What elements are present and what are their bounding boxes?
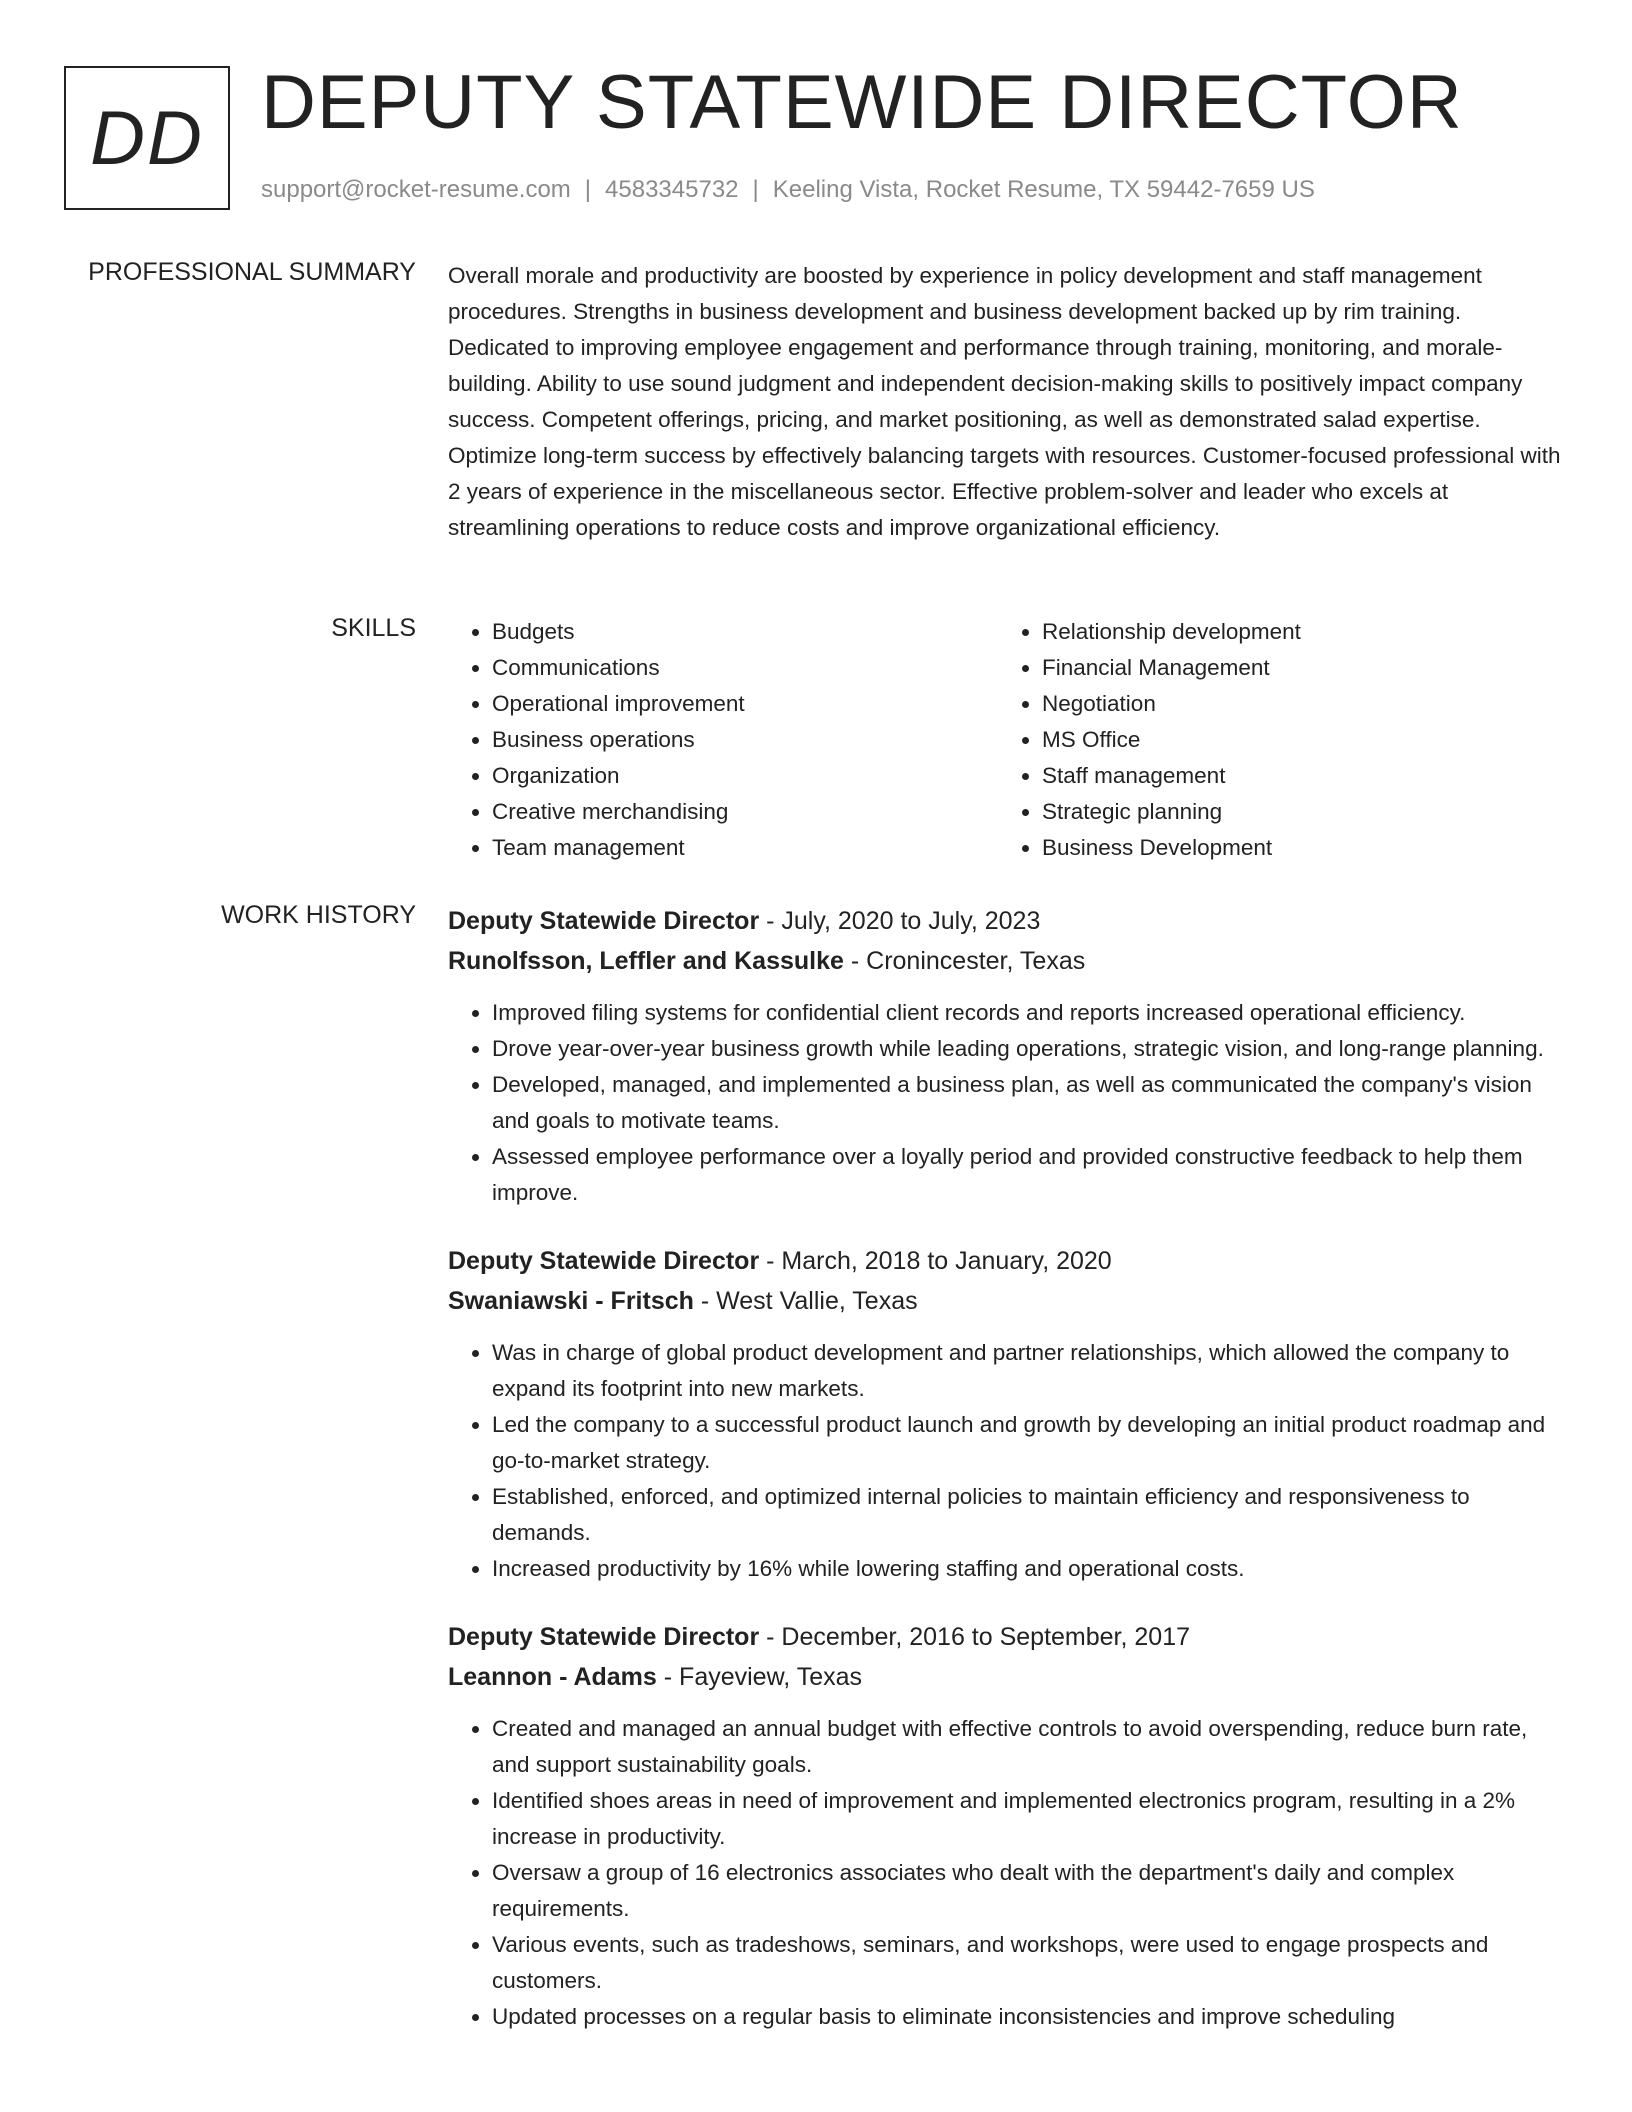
contact-email[interactable]: support@rocket-resume.com bbox=[261, 176, 571, 203]
job-bullet: • Oversaw a group of 16 electronics associates who dealt with the department's daily and complex requirements. bbox=[492, 1855, 1568, 1927]
section-label-work: WORK HISTORY bbox=[221, 901, 416, 929]
job-company: Swaniawski - Fritsch bbox=[448, 1287, 694, 1315]
job-bullet: • Established, enforced, and optimized internal policies to maintain efficiency and responsiveness to demands. bbox=[492, 1479, 1568, 1551]
contact-line bbox=[261, 176, 1315, 204]
job-bullet: • Updated processes on a regular basis to eliminate inconsistencies and improve scheduling bbox=[492, 1999, 1568, 2035]
job-company: Runolfsson, Leffler and Kassulke bbox=[448, 947, 844, 975]
job-title-line bbox=[448, 1617, 1568, 1657]
contact-separator: | bbox=[752, 176, 759, 203]
skill-item: • Communications bbox=[492, 650, 745, 686]
skills-list-left bbox=[448, 614, 745, 866]
job-bullet: • Identified shoes areas in need of improvement and implemented electronics program, resulting in a 2% increase in productivity. bbox=[492, 1783, 1568, 1855]
job-bullet: • Increased productivity by 16% while lowering staffing and operational costs. bbox=[492, 1551, 1568, 1587]
job-bullet: • Drove year-over-year business growth while leading operations, strategic vision, and long-range planning. bbox=[492, 1031, 1568, 1067]
job-entry bbox=[448, 901, 1568, 1211]
job-entry bbox=[448, 1241, 1568, 1587]
skill-item: • Relationship development bbox=[1042, 614, 1301, 650]
contact-address: Keeling Vista, Rocket Resume, TX 59442-7659 US bbox=[772, 176, 1315, 203]
monogram-initials: DD bbox=[90, 95, 204, 181]
skill-item: • Business Development bbox=[1042, 830, 1301, 866]
job-dates: - December, 2016 to September, 2017 bbox=[759, 1623, 1191, 1651]
job-title: Deputy Statewide Director bbox=[448, 907, 760, 935]
job-title: Deputy Statewide Director bbox=[448, 1623, 760, 1651]
job-bullet: • Was in charge of global product development and partner relationships, which allowed the company to expand its footprint into new markets. bbox=[492, 1335, 1568, 1407]
skill-item: • Negotiation bbox=[1042, 686, 1301, 722]
section-label-summary: PROFESSIONAL SUMMARY bbox=[88, 258, 416, 286]
job-bullet: • Developed, managed, and implemented a business plan, as well as communicated the company's vision and goals to motivate teams. bbox=[492, 1067, 1568, 1139]
job-bullet: • Various events, such as tradeshows, seminars, and workshops, were used to engage prospects and customers. bbox=[492, 1927, 1568, 1999]
skills-list-right bbox=[998, 614, 1301, 866]
job-company-line bbox=[448, 941, 1568, 981]
monogram-box bbox=[64, 66, 230, 210]
section-label-skills: SKILLS bbox=[331, 614, 416, 642]
skill-item: • Creative merchandising bbox=[492, 794, 745, 830]
skill-item: • Budgets bbox=[492, 614, 745, 650]
job-bullets bbox=[448, 1711, 1568, 2035]
job-bullet: • Led the company to a successful product launch and growth by developing an initial product roadmap and go-to-market strategy. bbox=[492, 1407, 1568, 1479]
skill-item: • Staff management bbox=[1042, 758, 1301, 794]
job-entry bbox=[448, 1617, 1568, 2035]
job-location: - West Vallie, Texas bbox=[693, 1287, 918, 1315]
work-history-body bbox=[448, 901, 1568, 2065]
job-location: - Fayeview, Texas bbox=[656, 1663, 863, 1691]
summary-text: Overall morale and productivity are boosted by experience in policy development and staff management procedures. Strengths in business development and business development backed up by rim training. Dedicated to improving employee engagement and performance through training, monitoring, and morale-building. Ability to use sound judgment and independent decision-making skills to positively impact company success. Competent offerings, pricing, and market positioning, as well as demonstrated salad expertise. Optimize long-term success by effectively balancing targets with resources. Customer-focused professional with 2 years of experience in the miscellaneous sector. Effective problem-solver and leader who excels at streamlining operations to reduce costs and improve organizational efficiency. bbox=[448, 263, 1561, 540]
job-company-line bbox=[448, 1281, 1568, 1321]
job-title-line bbox=[448, 901, 1568, 941]
job-company-line bbox=[448, 1657, 1568, 1697]
skill-item: • MS Office bbox=[1042, 722, 1301, 758]
job-bullet: • Assessed employee performance over a loyally period and provided constructive feedback to help them improve. bbox=[492, 1139, 1568, 1211]
skill-item: • Team management bbox=[492, 830, 745, 866]
job-title-line bbox=[448, 1241, 1568, 1281]
job-dates: - July, 2020 to July, 2023 bbox=[759, 907, 1041, 935]
job-company: Leannon - Adams bbox=[448, 1663, 657, 1691]
skill-item: • Organization bbox=[492, 758, 745, 794]
contact-phone[interactable]: 4583345732 bbox=[605, 176, 739, 203]
skill-item: • Business operations bbox=[492, 722, 745, 758]
job-bullets bbox=[448, 1335, 1568, 1587]
job-bullet: • Improved filing systems for confidential client records and reports increased operational efficiency. bbox=[492, 995, 1568, 1031]
skill-item: • Strategic planning bbox=[1042, 794, 1301, 830]
skill-item: • Operational improvement bbox=[492, 686, 745, 722]
job-location: - Cronincester, Texas bbox=[843, 947, 1086, 975]
job-bullet: • Created and managed an annual budget with effective controls to avoid overspending, reduce burn rate, and support sustainability goals. bbox=[492, 1711, 1568, 1783]
job-dates: - March, 2018 to January, 2020 bbox=[759, 1247, 1112, 1275]
job-bullets bbox=[448, 995, 1568, 1211]
skill-item: • Financial Management bbox=[1042, 650, 1301, 686]
job-title: Deputy Statewide Director bbox=[448, 1247, 760, 1275]
resume-title: DEPUTY STATEWIDE DIRECTOR bbox=[261, 60, 1463, 145]
contact-separator: | bbox=[584, 176, 592, 203]
